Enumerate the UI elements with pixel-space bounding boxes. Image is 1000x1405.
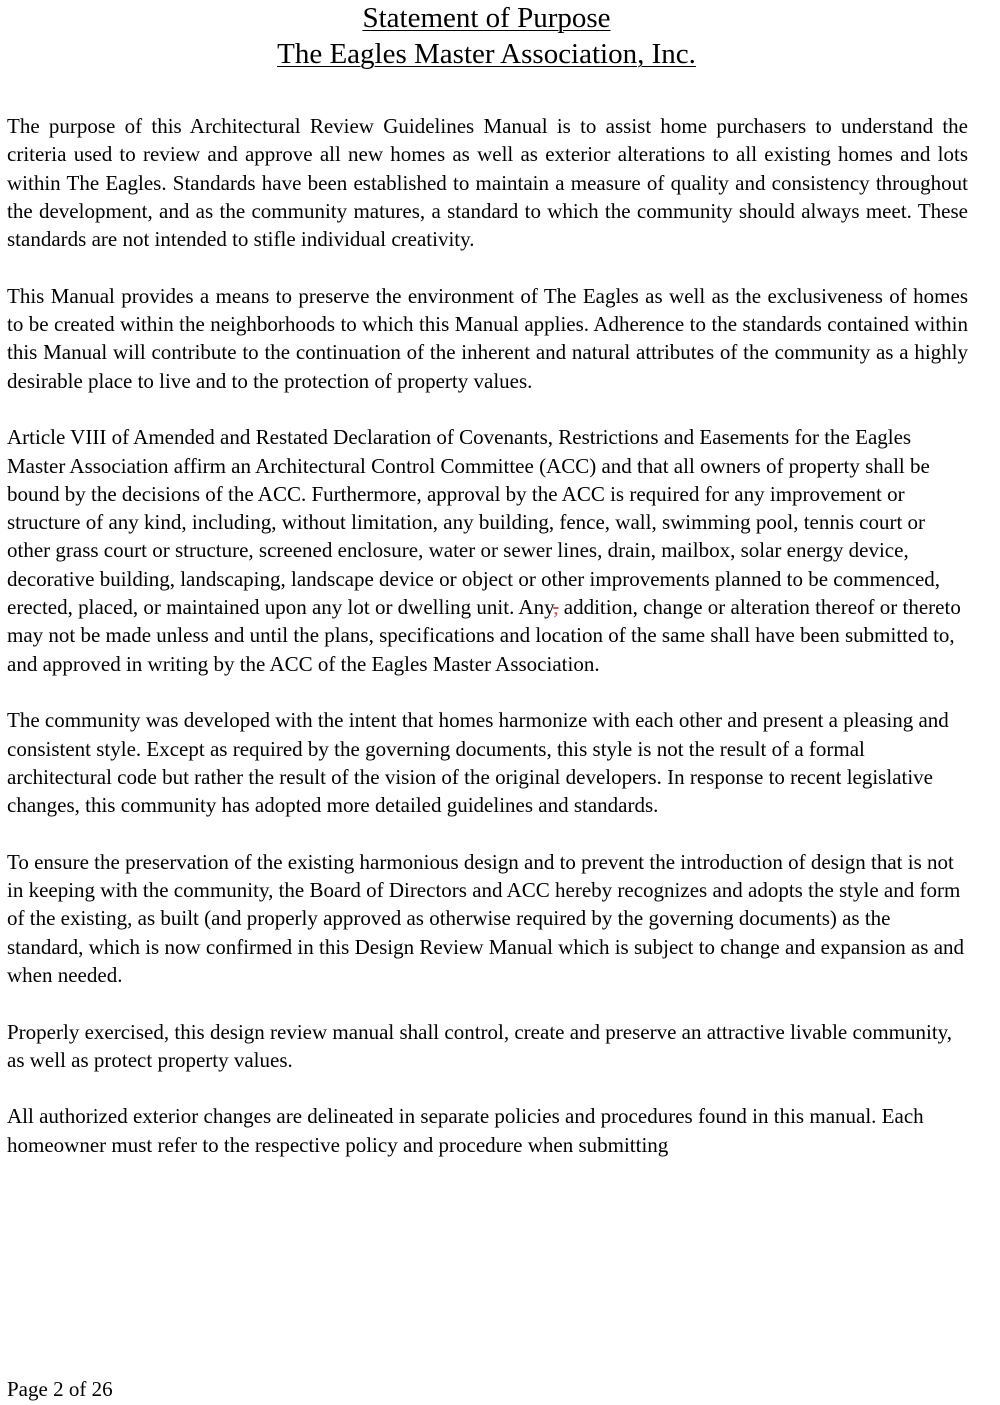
- paragraph-authorized-changes: All authorized exterior changes are delineated in separate policies and procedures found in this manual. Each homeowner must refer to the respective policy and procedure when submitting: [7, 1104, 924, 1157]
- revision-deletion-mark: ,: [553, 595, 559, 620]
- title-block: [0, 0, 973, 72]
- page-number: Page 2 of 26: [7, 1377, 113, 1401]
- paragraph-article-viii-part1: Article VIII of Amended and Restated Declaration of Covenants, Restrictions and Easements for the Eagles Master Association affirm an Architectural Control Committee (ACC) and that all owners of property shall be bound by the decisions of the ACC. Furthermore, approval by the ACC is required for any improvement or structure of any kind, including, without limitation, any building, fence, wall, swimming pool, tennis court or other grass court or structure, screened enclosure, water or sewer lines, drain, mailbox, solar energy device, decorative building, landscaping, landscape device or object or other improvements planned to be commenced, erected, placed, or maintained upon any lot or dwelling unit. Any: [7, 425, 941, 620]
- page-title: Statement of Purpose: [362, 2, 611, 34]
- paragraph-community-development: The community was developed with the intent that homes harmonize with each other and present a pleasing and consistent style. Except as required by the governing documents, this style is not the result of a formal architectural code but rather the result of the vision of the original developers. In response to recent legislative changes, this community has adopted more detailed guidelines and standards.: [7, 708, 949, 818]
- paragraph-purpose: The purpose of this Architectural Review Guidelines Manual is to assist home purchasers to understand the criteria used to review and approve all new homes as well as exterior alterations to all existing homes and lots within The Eagles. Standards have been established to maintain a measure of quality and consistency throughout the development, and as the community matures, a standard to which the community should always meet. These standards are not intended to stifle individual creativity.: [7, 114, 968, 252]
- paragraph-preservation: To ensure the preservation of the existing harmonious design and to prevent the introduction of design that is not in keeping with the community, the Board of Directors and ACC hereby recognizes and adopts the style and form of the existing, as built (and properly approved as otherwise required by the governing documents) as the standard, which is now confirmed in this Design Review Manual which is subject to change and expansion as and when needed.: [7, 849, 965, 987]
- paragraph-properly-exercised: Properly exercised, this design review manual shall control, create and preserve an attractive livable community, as well as protect property values.: [7, 1019, 953, 1072]
- paragraph-manual-means: This Manual provides a means to preserve the environment of The Eagles as well as the exclusiveness of homes to be created within the neighborhoods to which this Manual applies. Adherence to the standards contained within this Manual will contribute to the continuation of the inherent and natural attributes of the community as a highly desirable place to live and to the protection of property values.: [7, 283, 968, 393]
- paragraph-article-viii: [7, 423, 968, 678]
- document-body: [7, 112, 968, 1187]
- page-subtitle: The Eagles Master Association, Inc.: [277, 38, 696, 70]
- paragraph-article-viii-part2: addition, change or alteration thereof or thereto may not be made unless and until the plans, specifications and location of the same shall have been submitted to, and approved in writing by the ACC of the Eagles Master Association.: [7, 595, 961, 676]
